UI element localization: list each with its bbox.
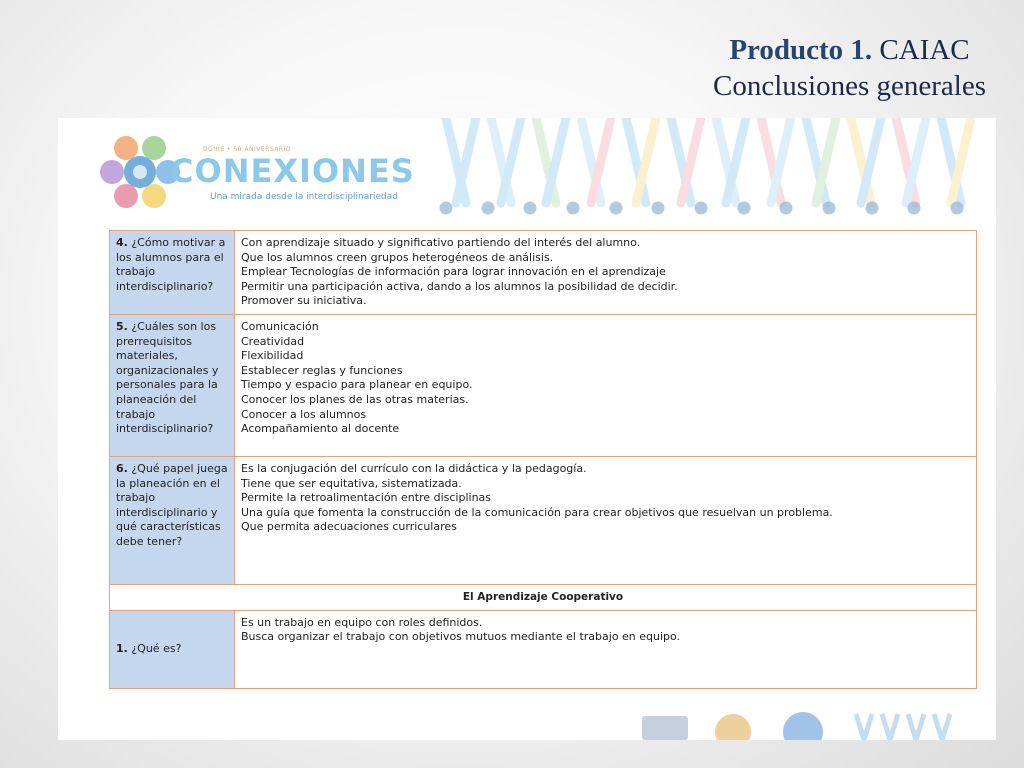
question-text: ¿Cuáles son los prerrequisitos materiales, organizacionales y personales para la planeación del trabajo interdisciplinario?: [116, 320, 219, 436]
answer-line: Acompañamiento al docente: [241, 422, 400, 436]
answer-cell: [235, 231, 977, 315]
answer-line: Que los alumnos creen grupos heterogéneos de análisis.: [241, 250, 554, 264]
answer-line: Busca organizar el trabajo con objetivos mutuos mediante el trabajo en equipo.: [241, 630, 681, 644]
answer-line: Flexibilidad: [241, 349, 304, 363]
answer-cell: [235, 315, 977, 457]
brand-subtitle: Una mirada desde la interdisciplinariedad: [210, 192, 398, 202]
answer-line: Es un trabajo en equipo con roles definidos.: [241, 615, 483, 629]
answer-line: Permitir una participación activa, dando a los alumnos la posibilidad de decidir.: [241, 279, 678, 293]
slide-title: [713, 32, 986, 104]
question-number: 5.: [116, 320, 128, 333]
section-header: El Aprendizaje Cooperativo: [110, 585, 977, 611]
answer-line: Conocer los planes de las otras materias.: [241, 392, 469, 406]
question-number: 1.: [116, 641, 128, 655]
answer-line: Establecer reglas y funciones: [241, 363, 403, 377]
answer-line: Comunicación: [241, 320, 319, 333]
institution-logos-icon: [638, 710, 978, 740]
answer-line: Promover su iniciativa.: [241, 294, 367, 308]
answer-cell: [235, 610, 977, 688]
brand-name: CONEXIONES: [170, 152, 415, 190]
question-cell: [110, 315, 235, 457]
question-cell: [110, 610, 235, 688]
answer-line: Con aprendizaje situado y significativo partiendo del interés del alumno.: [241, 236, 641, 249]
title-caiac: CAIAC: [872, 34, 970, 66]
table-row: [110, 315, 977, 457]
table-row: [110, 457, 977, 585]
decorative-dots: [436, 200, 996, 216]
question-cell: [110, 231, 235, 315]
answer-line: Emplear Tecnologías de información para lograr innovación en el aprendizaje: [241, 265, 666, 279]
answer-line: Creatividad: [241, 334, 305, 348]
conclusions-table: [109, 230, 977, 689]
brand-anniversary: DGIRE • 50 ANIVERSARIO: [203, 146, 292, 153]
title-line-2: Conclusiones generales: [712, 70, 986, 102]
question-text: ¿Qué papel juega la planeación en el trabajo interdisciplinario y qué características debe tener?: [116, 462, 228, 548]
answer-line: Que permita adecuaciones curriculares: [241, 520, 457, 534]
answer-line: Permite la retroalimentación entre disciplinas: [241, 491, 492, 505]
title-product: Producto 1.: [729, 34, 873, 66]
title-line-1: [713, 32, 986, 68]
document-image: [58, 118, 996, 740]
question-number: 6.: [116, 462, 128, 475]
answer-line: Tiempo y espacio para planear en equipo.: [241, 378, 473, 392]
section-row: [110, 585, 977, 611]
question-text: ¿Cómo motivar a los alumnos para el trabajo interdisciplinario?: [116, 236, 226, 293]
answer-cell: [235, 457, 977, 585]
answer-line: Tiene que ser equitativa, sistematizada.: [241, 476, 462, 490]
answer-line: Conocer a los alumnos: [241, 407, 367, 421]
table-row: [110, 610, 977, 688]
table-row: [110, 231, 977, 315]
question-number: 4.: [116, 236, 128, 249]
answer-line: Es la conjugación del currículo con la didáctica y la pedagogía.: [241, 462, 587, 475]
question-cell: [110, 457, 235, 585]
answer-line: Una guía que fomenta la construcción de la comunicación para crear objetivos que resuelvan un problema.: [241, 505, 833, 519]
question-text: ¿Qué es?: [131, 641, 182, 655]
